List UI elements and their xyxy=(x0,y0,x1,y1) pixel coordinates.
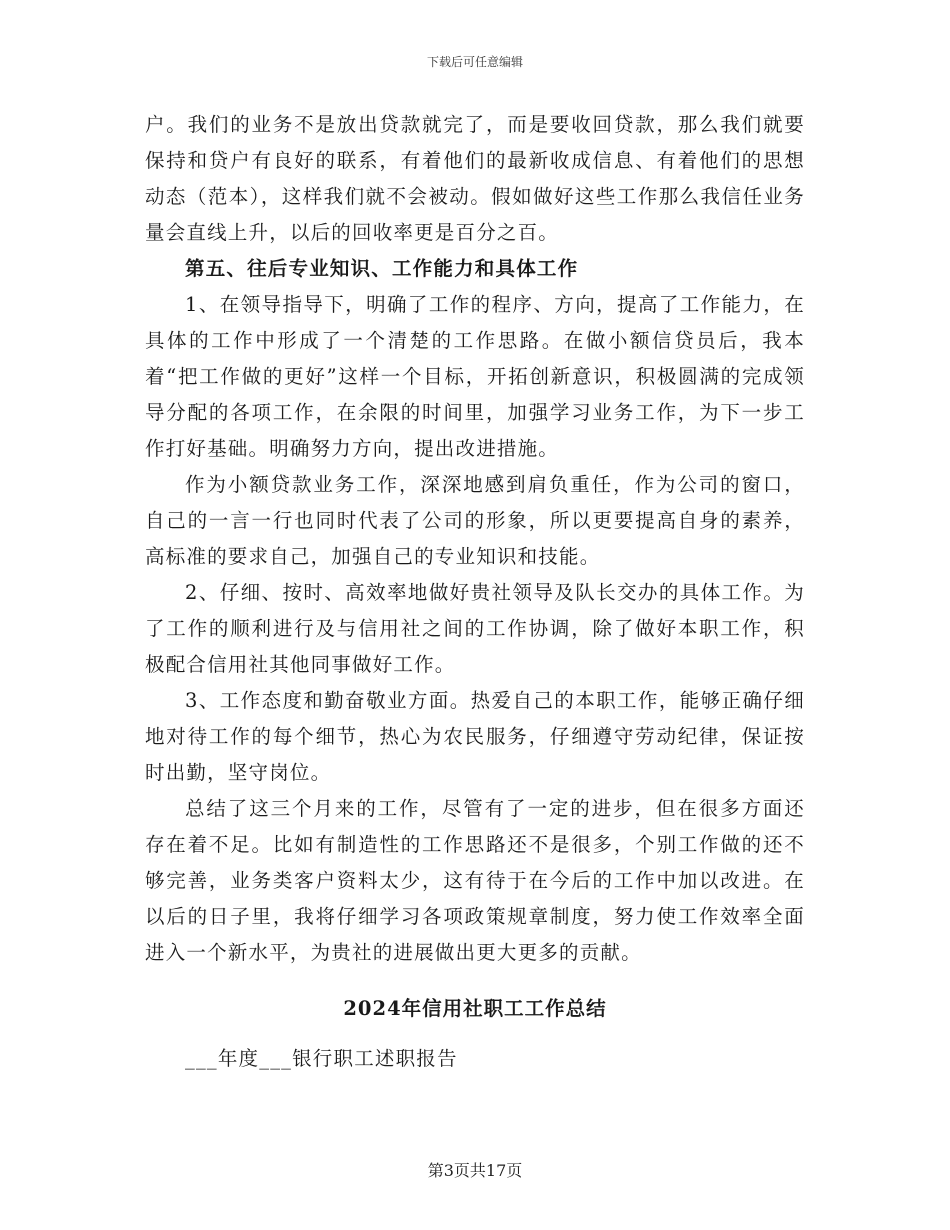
page-footer: 第3页共17页 xyxy=(427,1161,523,1180)
document-title: 2024年信用社职工工作总结 xyxy=(343,997,607,1020)
paragraph-item-3: 3、工作态度和勤奋敬业方面。热爱自己的本职工作，能够正确仔细地对待工作的每个细节，热心为农民服务，仔细遵守劳动纪律，保证按时出勤，坚守岗位。 xyxy=(145,689,805,784)
paragraph-item-1: 1、在领导指导下，明确了工作的程序、方向，提高了工作能力，在具体的工作中形成了一个清楚的工作思路。在做小额信贷员后，我本着“把工作做的更好”这样一个目标，开拓创新意识，积极圆满的完成领导分配的各项工作，在余限的时间里，加强学习业务工作，为下一步工作打好基础。明确努力方向，提出改进措施。 xyxy=(145,293,805,460)
section-heading-5: 第五、往后专业知识、工作能力和具体工作 xyxy=(185,257,579,280)
paragraph-loan-work: 作为小额贷款业务工作，深深地感到肩负重任，作为公司的窗口，自己的一言一行也同时代表了公司的形象，所以更要提高自身的素养，高标准的要求自己，加强自己的专业知识和技能。 xyxy=(145,473,805,568)
paragraph-summary: 总结了这三个月来的工作，尽管有了一定的进步，但在很多方面还存在着不足。比如有制造性的工作思路还不是很多，个别工作做的还不够完善，业务类客户资料太少，这有待于在今后的工作中加以改进。在以后的日子里，我将仔细学习各项政策规章制度，努力使工作效率全面进入一个新水平，为贵社的进展做出更大更多的贡献。 xyxy=(145,797,805,964)
page-header: 下载后可任意编辑 xyxy=(426,55,523,69)
document-body xyxy=(145,107,805,1077)
paragraph-item-2: 2、仔细、按时、高效率地做好贵社领导及队长交办的具体工作。为了工作的顺利进行及与信用社之间的工作协调，除了做好本职工作，积极配合信用社其他同事做好工作。 xyxy=(145,581,805,676)
paragraph-report-line: ___年度___银行职工述职报告 xyxy=(185,1047,458,1070)
paragraph-continuation: 户。我们的业务不是放出贷款就完了，而是要收回贷款，那么我们就要保持和贷户有良好的联系，有着他们的最新收成信息、有着他们的思想动态（范本），这样我们就不会被动。假如做好这些工作那么我信任业务量会直线上升，以后的回收率更是百分之百。 xyxy=(145,113,805,244)
